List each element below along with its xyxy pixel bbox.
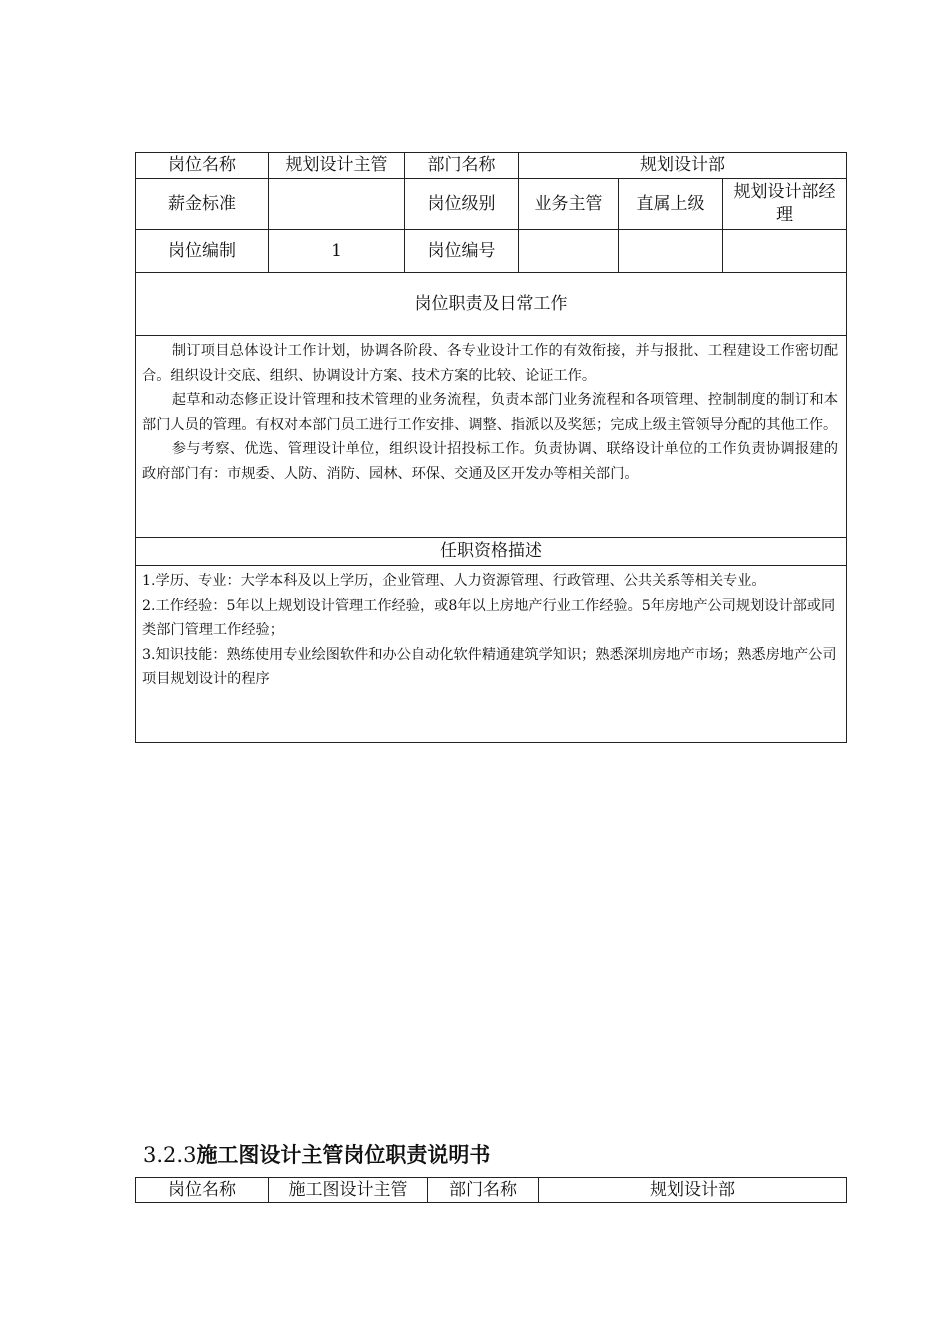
value-position-name: 规划设计主管 (269, 153, 405, 179)
value-salary (269, 179, 405, 230)
value-supervisor: 规划设计部经理 (723, 179, 847, 230)
qualifications-title: 任职资格描述 (136, 538, 847, 566)
label-position-code: 岗位编号 (405, 230, 519, 273)
duty-paragraph: 制订项目总体设计工作计划，协调各阶段、各专业设计工作的有效衔接，并与报批、工程建设工作密切配合。组织设计交底、组织、协调设计方案、技术方案的比较、论证工作。 (142, 343, 839, 384)
qualification-item: 2.工作经验：5年以上规划设计管理工作经验，或8年以上房地产行业工作经验。5年房地产公司规划设计部或同类部门管理工作经验； (142, 597, 836, 638)
duty-paragraph: 参与考察、优选、管理设计单位，组织设计招投标工作。负责协调、联络设计单位的工作负责协调报建的政府部门有：市规委、人防、消防、园林、环保、交通及区开发办等相关部门。 (142, 441, 839, 482)
duty-paragraph: 起草和动态修正设计管理和技术管理的业务流程，负责本部门业务流程和各项管理、控制制度的制订和本部门人员的管理。有权对本部门员工进行工作安排、调整、指派以及奖惩；完成上级主管领导分配的其他工作。 (142, 392, 839, 433)
empty-cell (619, 230, 723, 273)
label-headcount: 岗位编制 (136, 230, 269, 273)
qualification-item: 3.知识技能：熟练使用专业绘图软件和办公自动化软件精通建筑学知识；熟悉深圳房地产市场；熟悉房地产公司项目规划设计的程序 (142, 646, 837, 687)
label-supervisor: 直属上级 (619, 179, 723, 230)
value-grade: 业务主管 (519, 179, 619, 230)
job-description-table-construction (135, 1177, 847, 1203)
label-department: 部门名称 (405, 153, 519, 179)
label-grade: 岗位级别 (405, 179, 519, 230)
value-position-code (519, 230, 619, 273)
value-position-name: 施工图设计主管 (269, 1178, 428, 1203)
value-headcount: 1 (269, 230, 405, 273)
qualification-item: 1.学历、专业：大学本科及以上学历，企业管理、人力资源管理、行政管理、公共关系等相关专业。 (142, 573, 766, 589)
label-salary: 薪金标准 (136, 179, 269, 230)
duties-title: 岗位职责及日常工作 (136, 273, 847, 336)
qualifications-content (136, 566, 847, 743)
duties-content (136, 336, 847, 538)
section-number: 3.2.3 (143, 1143, 197, 1167)
value-department: 规划设计部 (519, 153, 847, 179)
label-position-name: 岗位名称 (136, 1178, 269, 1203)
label-position-name: 岗位名称 (136, 153, 269, 179)
section-heading (143, 1139, 490, 1169)
value-department: 规划设计部 (539, 1178, 847, 1203)
empty-cell (723, 230, 847, 273)
label-department: 部门名称 (428, 1178, 539, 1203)
job-description-table-planning (135, 152, 847, 743)
section-title: 施工图设计主管岗位职责说明书 (196, 1143, 491, 1167)
